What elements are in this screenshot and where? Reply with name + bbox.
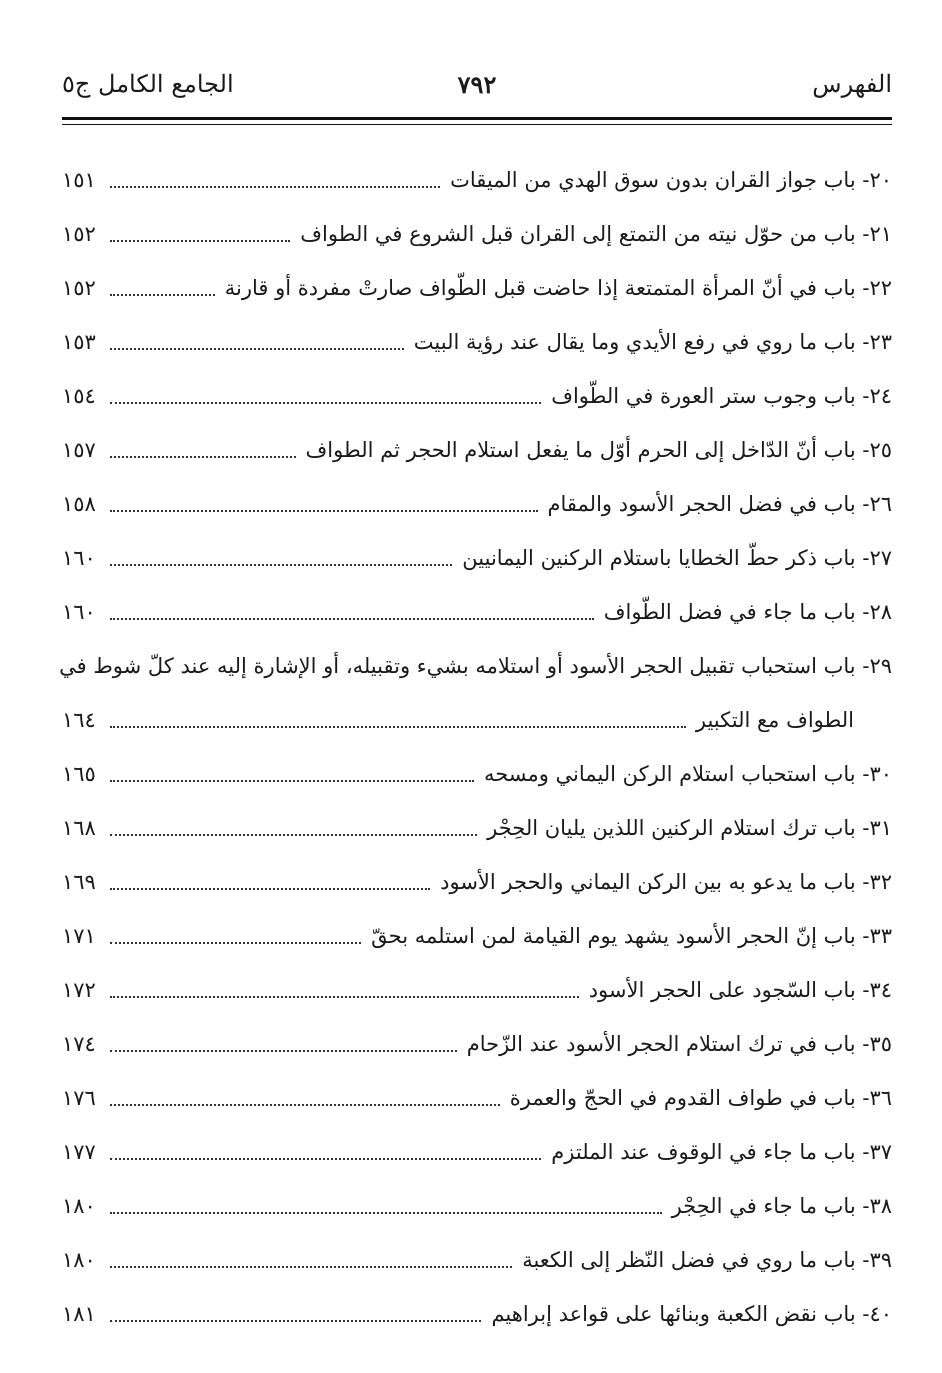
dot-leader — [110, 239, 290, 242]
entry-page-number: ١٨٠ — [62, 1194, 96, 1218]
dot-leader — [110, 1319, 481, 1322]
toc-entry — [62, 415, 892, 469]
entry-page-number: ١٥٨ — [62, 492, 96, 516]
toc-entry — [62, 847, 892, 901]
entry-title: ٢٨- باب ما جاء في فضل الطّواف — [603, 600, 892, 624]
dot-leader — [110, 1265, 512, 1268]
toc-entry — [62, 1009, 892, 1063]
toc-entry — [62, 145, 892, 199]
entry-title: ٣٣- باب إنّ الحجر الأسود يشهد يوم القيامة لمن استلمه بحقّ — [371, 924, 892, 948]
entry-title: ٢٢- باب في أنّ المرأة المتمتعة إذا حاضت قبل الطّواف صارتْ مفردة أو قارنة — [224, 276, 892, 300]
dot-leader — [110, 617, 594, 620]
section-title: الفهرس — [812, 70, 892, 98]
entry-page-number: ١٧١ — [62, 924, 96, 948]
entry-title: ٣٩- باب ما روي في فضل النّظر إلى الكعبة — [522, 1248, 892, 1272]
dot-leader — [110, 995, 579, 998]
entry-page-number: ١٦٥ — [62, 762, 96, 786]
toc-entry — [62, 739, 892, 793]
entry-title: ٢٧- باب ذكر حطّ الخطايا باستلام الركنين اليمانيين — [462, 546, 892, 570]
toc-entry — [62, 199, 892, 253]
entry-title: ٣٤- باب السّجود على الحجر الأسود — [588, 978, 892, 1002]
toc-entry — [62, 1117, 892, 1171]
toc-entry — [62, 901, 892, 955]
toc-entry — [62, 577, 892, 631]
entry-page-number: ١٥٤ — [62, 384, 96, 408]
entry-title: ٢٠- باب جواز القران بدون سوق الهدي من الميقات — [450, 168, 892, 192]
toc-entry — [62, 307, 892, 361]
entry-page-number: ١٦٠ — [62, 546, 96, 570]
entry-page-number: ١٧٤ — [62, 1032, 96, 1056]
entry-page-number: ١٧٢ — [62, 978, 96, 1002]
entry-page-number: ١٧٦ — [62, 1086, 96, 1110]
entry-page-number: ١٥٣ — [62, 330, 96, 354]
entry-title: ٣٨- باب ما جاء في الحِجْر — [671, 1194, 892, 1218]
entry-page-number: ١٦٠ — [62, 600, 96, 624]
header-rule-thick — [62, 117, 892, 120]
book-title: الجامع الكامل ج٥ — [62, 70, 234, 98]
toc-entry — [62, 523, 892, 577]
toc-entry — [62, 1171, 892, 1225]
dot-leader — [110, 941, 361, 944]
toc-entry — [62, 1279, 892, 1333]
dot-leader — [110, 833, 477, 836]
toc-entry — [62, 1063, 892, 1117]
entry-title: ٣٢- باب ما يدعو به بين الركن اليماني والحجر الأسود — [440, 870, 892, 894]
entry-page-number: ١٥١ — [62, 168, 96, 192]
toc-entry — [62, 793, 892, 847]
dot-leader — [110, 347, 404, 350]
toc-entry — [62, 361, 892, 415]
entry-page-number: ١٨١ — [62, 1302, 96, 1326]
toc-entry — [62, 253, 892, 307]
entry-title: ٣٥- باب في ترك استلام الحجر الأسود عند الزّحام — [466, 1032, 892, 1056]
entry-title: ٣٦- باب في طواف القدوم في الحجّ والعمرة — [509, 1086, 892, 1110]
dot-leader — [110, 1211, 662, 1214]
table-of-contents — [59, 145, 892, 1333]
dot-leader — [110, 401, 541, 404]
dot-leader — [110, 1049, 457, 1052]
entry-title: ٢١- باب من حوّل نيته من التمتع إلى القران قبل الشروع في الطواف — [300, 222, 892, 246]
dot-leader — [110, 1103, 500, 1106]
dot-leader — [110, 779, 474, 782]
toc-entry — [62, 1225, 892, 1279]
dot-leader — [110, 563, 452, 566]
entry-page-number: ١٦٩ — [62, 870, 96, 894]
running-header — [62, 70, 892, 114]
entry-title: ٤٠- باب نقض الكعبة وبنائها على قواعد إبراهيم — [491, 1302, 892, 1326]
entry-title: ٣٧- باب ما جاء في الوقوف عند الملتزم — [551, 1140, 892, 1164]
dot-leader — [110, 725, 686, 728]
toc-entry — [62, 955, 892, 1009]
entry-page-number: ١٦٤ — [62, 708, 96, 732]
dot-leader — [110, 455, 296, 458]
toc-entry — [62, 469, 892, 523]
entry-page-number: ١٨٠ — [62, 1248, 96, 1272]
entry-title: ٢٤- باب وجوب ستر العورة في الطّواف — [551, 384, 892, 408]
dot-leader — [110, 887, 430, 890]
entry-title: ٢٦- باب في فضل الحجر الأسود والمقام — [547, 492, 892, 516]
entry-page-number: ١٥٢ — [62, 276, 96, 300]
page-number: ٧٩٢ — [457, 70, 497, 99]
entry-page-number: ١٦٨ — [62, 816, 96, 840]
dot-leader — [110, 509, 538, 512]
entry-title: ٣٠- باب استحباب استلام الركن اليماني ومسحه — [483, 762, 892, 786]
entry-title: ٣١- باب ترك استلام الركنين اللذين يليان الحِجْر — [487, 816, 892, 840]
toc-entry — [59, 631, 892, 685]
entry-title: ٢٣- باب ما روي في رفع الأيدي وما يقال عند رؤية البيت — [413, 330, 892, 354]
dot-leader — [110, 1157, 541, 1160]
toc-entry-continuation — [62, 685, 892, 739]
entry-page-number: ١٥٢ — [62, 222, 96, 246]
dot-leader — [110, 293, 215, 296]
entry-title-continuation: الطواف مع التكبير — [695, 708, 854, 732]
entry-title: ٢٩- باب استحباب تقبيل الحجر الأسود أو استلامه بشيء وتقبيله، أو الإشارة إليه عند كلّ شوط في — [59, 654, 892, 678]
entry-page-number: ١٥٧ — [62, 438, 96, 462]
header-rule-thin — [62, 124, 892, 125]
entry-title: ٢٥- باب أنّ الدّاخل إلى الحرم أوّل ما يفعل استلام الحجر ثم الطواف — [305, 438, 892, 462]
entry-page-number: ١٧٧ — [62, 1140, 96, 1164]
dot-leader — [110, 185, 440, 188]
